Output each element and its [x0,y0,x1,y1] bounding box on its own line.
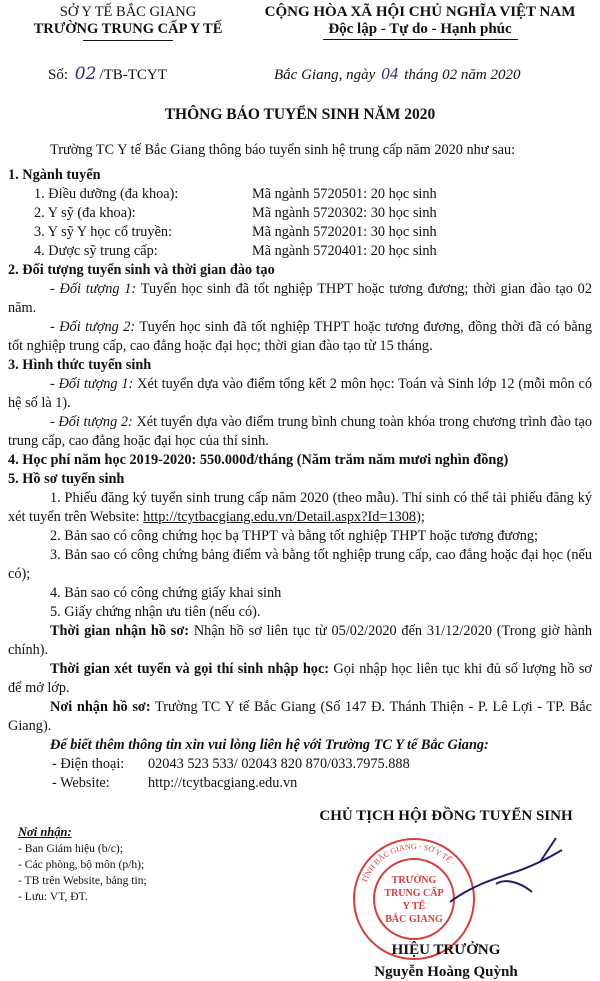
contact-details [8,755,592,793]
review-time-label: Thời gian xét tuyển và gọi thí sinh nhập học: [50,661,330,677]
stamp-line: TRUNG CẤP [384,888,444,899]
stamp-ring-text: TỈNH BẮC GIANG · SỞ Y TẾ · [359,841,458,885]
website-label: - Website: [52,775,110,791]
signer-title: HIỆU TRƯỞNG [391,942,501,958]
method-1-paragraph [8,375,592,413]
receive-time-paragraph [8,622,592,660]
signer-role: CHỦ TỊCH HỘI ĐỒNG TUYỂN SINH [319,808,573,824]
method-1-text: Xét tuyển dựa vào điểm tổng kết 2 môn học: Toán và Sinh lớp 12 (mỗi môn có hệ số là 1). [8,376,592,411]
receive-time-label: Thời gian nhận hồ sơ: [50,623,190,639]
program-code: Mã ngành 5720302: 30 học sinh [252,205,437,221]
dossier-item-1 [8,489,592,527]
phone-value: 02043 523 533/ 02043 820 870/033.7975.888 [148,756,410,772]
org-name: TRƯỜNG TRUNG CẤP Y TẾ [33,21,223,37]
dossier-item-2: 2. Bản sao có công chứng học bạ THPT và bằng tốt nghiệp THPT hoặc tương đương; [50,528,538,544]
national-header [250,4,590,40]
submission-place-text: Trường TC Y tế Bắc Giang (Số 147 Đ. Thánh Thiện - P. Lê Lợi - TP. Bắc Giang). [8,699,592,734]
nation-name: CỘNG HÒA XÃ HỘI CHỦ NGHĨA VIỆT NAM [264,4,576,20]
target-1-label: - Đối tượng 1: [50,281,137,297]
program-code: Mã ngành 5720401: 20 học sinh [252,243,437,259]
dossier-item-1-text: 1. Phiếu đăng ký tuyển sinh trung cấp năm 2020 (theo mẫu). Thí sinh có thể tải phiếu đăng ký xét tuyển trên Website: [8,490,592,525]
intro-paragraph: Trường TC Y tế Bắc Giang thông báo tuyển sinh hệ trung cấp năm 2020 như sau: [50,142,516,158]
doc-no-suffix: /TB-TCYT [99,67,167,83]
target-2-paragraph [8,318,592,356]
section-heading-1: 1. Ngành tuyển [8,167,101,183]
submission-place-paragraph [8,698,592,736]
header-rule-right [323,39,518,40]
doc-no-prefix: Số: [48,67,69,83]
stamp-line: BẮC GIANG [385,914,443,925]
org-parent: SỞ Y TẾ BẮC GIANG [59,4,197,20]
date-suffix: tháng 02 năm 2020 [404,67,521,83]
method-2-text: Xét tuyển dựa vào điểm trung bình chung toàn khóa trong chương trình đào tạo trung cấp, cao đẳng hoặc đại học của thí sinh. [8,414,592,449]
program-name: 1. Điều dưỡng (đa khoa): [34,186,179,202]
review-time-paragraph [8,660,592,698]
stamp-line: TRƯỜNG [391,875,437,886]
program-name: 2. Y sỹ (đa khoa): [34,205,136,221]
recipient-item: - TB trên Website, bảng tin; [18,874,147,887]
section-heading-2: 2. Đối tượng tuyển sinh và thời gian đào tạo [8,262,275,278]
dossier-item-1-tail: ); [416,509,425,525]
recipients-heading: Nơi nhận: [18,825,72,839]
handwritten-signature [300,832,592,942]
phone-label: - Điện thoại: [52,756,125,772]
program-code: Mã ngành 5720201: 30 học sinh [252,224,437,240]
method-1-label: - Đối tượng 1: [50,376,134,392]
document-body [8,141,592,793]
dossier-item-3: 3. Bản sao có công chứng bảng điểm và bằng tốt nghiệp trung cấp, cao đẳng hoặc đại học (nếu có); [8,547,592,582]
section-heading-5: 5. Hồ sơ tuyển sinh [8,471,125,487]
target-2-text: Tuyển học sinh đã tốt nghiệp THPT hoặc tương đương, đồng thời đã có bằng tốt nghiệp trung cấp, cao đẳng hoặc đại học; thời gian đào tạo từ 15 tháng. [8,319,592,354]
section-heading-3: 3. Hình thức tuyển sinh [8,357,152,373]
dossier-item-5: 5. Giấy chứng nhận ưu tiên (nếu có). [50,604,261,620]
website-link[interactable]: http://tcytbacgiang.edu.vn [148,775,298,791]
target-1-text: Tuyển học sinh đã tốt nghiệp THPT hoặc tương đương; thời gian đào tạo 02 năm. [8,281,592,316]
contact-heading: Để biết thêm thông tin xin vui lòng liên hệ với Trường TC Y tế Bắc Giang: [50,737,489,753]
target-2-label: - Đối tượng 2: [50,319,136,335]
motto: Độc lập - Tự do - Hạnh phúc [328,21,512,37]
submission-place-label: Nơi nhận hồ sơ: [50,699,151,715]
method-2-label: - Đối tượng 2: [50,414,133,430]
doc-no-handwritten: 02 [74,64,97,84]
target-1-paragraph [8,280,592,318]
date-prefix: Bắc Giang, ngày [274,67,376,83]
program-table [8,185,592,261]
recipient-item: - Lưu: VT, ĐT. [18,890,88,903]
document-title: THÔNG BÁO TUYỂN SINH NĂM 2020 [164,106,436,123]
program-name: 4. Dược sỹ trung cấp: [34,243,158,259]
header-rule-left [83,40,173,41]
program-code: Mã ngành 5720501: 20 học sinh [252,186,437,202]
recipient-item: - Ban Giám hiệu (b/c); [18,842,123,855]
receive-time-text: Nhận hồ sơ liên tục từ 05/02/2020 đến 31/12/2020 (Trong giờ hành chính). [8,623,592,658]
review-time-text: Gọi nhập học liên tục khi đủ số lượng hồ sơ để mở lớp. [8,661,592,696]
recipient-item: - Các phòng, bộ môn (p/h); [18,858,145,871]
recipients-block [18,824,258,905]
stamp-line: Y TẾ [402,901,426,912]
method-2-paragraph [8,413,592,451]
section-heading-4: 4. Học phí năm học 2019-2020: 550.000đ/tháng (Năm trăm năm mươi nghìn đồng) [8,452,509,468]
issuing-authority [18,4,238,41]
document-number [48,64,167,84]
date-day-handwritten: 04 [381,64,399,83]
document-date [274,64,520,84]
program-name: 3. Y sỹ Y học cổ truyền: [34,224,173,240]
dossier-item-4: 4. Bản sao có công chứng giấy khai sinh [50,585,282,601]
dossier-form-link[interactable]: http://tcytbacgiang.edu.vn/Detail.aspx?Id=1308 [143,509,417,525]
signer-name: Nguyễn Hoàng Quỳnh [374,964,518,980]
